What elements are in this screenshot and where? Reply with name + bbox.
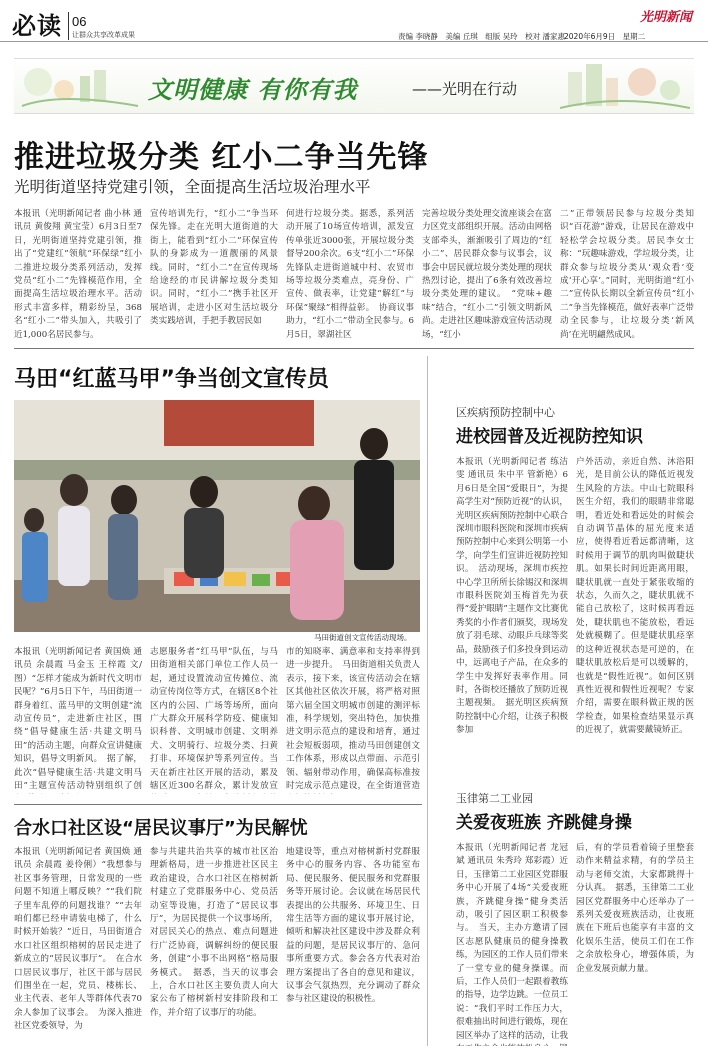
section-divider [14,348,694,349]
article-garbage-col-5: 二”正带领居民参与垃圾分类知识“百花游”游戏，让居民在游戏中轻松学会垃圾分类。居民李女士称：“玩趣味游戏，学垃圾分类，让群众参与垃圾分类从‘观众看’变成‘开心享’。”同时，光明街道“红小二”宣传队长期以全新宣传员“红小二”争当先锋模范，做好表率广泛带动全民参与，让垃圾分类‘新风尚’在光明翩然成风。 [560,209,694,340]
headline-myopia: 进校园普及近视防控知识 [456,427,643,447]
article-council-col-1: 本报讯（光明新闻记者 黄国焕 通讯员 余晨霞 姜伶俐）“我想参与社区事务管理，日常发现的一些问题不知道上哪反映？”“我们院子里车乱停的问题找谁？”“去年咱们都已经申请装电梯了，什么时候开始装？”近日，马田街道合水口社区组织榕树的居民走进了新成立的“居民议事厅”。 在合水口居民议事厅，社区干部与居民们围坐在一起，党员、楼栋长、业主代表、老年人等群体代表70余人参加了议事会。 为深入推进社区党委领导，为 [14,847,142,1032]
article-myopia-col-2: 户外活动，亲近自然、沐浴阳光，是目前公认的降低近视发生风险的方法。中山七院眼科医生介绍，我们的眼睛非常聪明，看近处和看远处的时候会自动调节晶体的屈光度来适应，使得看近看远都清晰，这时候用于调节的肌肉叫做睫状肌。如果长时间近距离用眼，睫状肌就一直处于紧张收缩的状态，久而久之，睫状肌就不能自己放松了，这时候再看远处，睫状肌也不能放松，看远处就模糊了。但是睫状肌痉挛的这种近视状态是可逆的，在睫状肌放松后是可以缓解的，也就是“假性近视”。如何区别真性近视和假性近视呢？专家介绍，需要在眼科做正规的医学检查，如果检查结果显示真的近视了，就需要戴镜矫正。 [576,457,694,736]
article-fitness-col-1: 本报讯（光明新闻记者 龙冠斌 通讯员 朱秀玲 郑彩霞）近日，玉律第二工业园区党群服务中心开展了4场“关爱夜班族，齐跳健身操”健身类活动，吸引了园区职工积极参与。 当天，主办方邀请了园区志愿队健康员的健身操教练，为园区的工作人员们带来了一堂专业的健身操课。而后，工作人员们一起跟着教练的指导，边学边跳。一位员工说：“我们平时工作压力大，很难抽出时间进行锻炼，现在园区举办了这样的活动，让我 [456,843,568,1041]
banner-decoration-left [20,62,140,110]
article-vest-col-2: 志愿服务者“红马甲”队伍，与马田街道相关部门单位工作人员一起，通过设置流动宣传摊位、流动宣传岗位等方式，在辖区8个社区内的公园、广场等场所，面向广大群众开展科学防疫、健康知识科普、文明城市创建、文明养犬、文明骑行、垃圾分类、扫黄打非、环境保护等系列宣传。当天在新庄社区开展的活动，累及辖区近300名群众，累计发放宣 [150,647,278,792]
column-divider [427,356,428,1046]
issue-date: 2020年6月9日 星期二 [564,32,646,41]
headline-garbage-sorting: 推进垃圾分类 红小二争当先锋 [14,140,429,175]
section-label: 必读 [12,12,62,40]
article-vest-col-3: 市的知晓率、满意率和支持率得到进一步提升。 马田街道相关负责人表示，接下来，该宣传活动会在辖区其他社区依次开展，将严格对照第六届全国文明城市创建的测评标准，科学规划，突出特色，加快推进文明示范点的建设和培育，通过社会短板弱项，推动马田创建创文工作体系，形成以点带面、示范引领、辐射带动作用，确保高标准按时完成示范点建设，在全街道营造 [286,647,420,792]
section-divider-lower [14,804,422,805]
fitness-kicker: 玉律第二工业园 [456,792,533,805]
photo-caption: 马田街道创文宣传活动现场。 [314,633,412,642]
headline-residents-council: 合水口社区设“居民议事厅”为民解忧 [14,818,308,839]
article-garbage-col-2: 宣传培训先行，“红小二”争当环保先锋。走在光明大道街道的大街上，能看到“红小二”环保宣传队的身影成为一道靓丽的风景线。同时，“红小二”在宣传现场给途经的市民讲解垃圾分类知识。同时，“红小二”携手社区开展培训，走进小区对生活垃圾分类实践培训，手把手教居民如 [150,209,278,327]
banner-decoration-right [560,60,690,110]
article-myopia-col-1: 本报讯（光明新闻记者 练洁雯 通讯员 朱中平 管新艳）6月6日是全国“爱眼日”，为提高学生对“预防近视”的认识，光明区疾病预防控制中心联合深圳市眼科医院和深圳市疾病预防控制中心来到公明第一小学，向学生们宣讲近视防控知识。 活动现场，深圳市疾控中心学卫所所长徐锡汉和深圳市眼科医院刘玉梅首先为获得“爱护眼睛”主题作文比赛优秀奖的小作者们颁奖，现场发放了羽毛球、动眼乒乓球等奖品，鼓励孩子们多投身到运动中，远离电子产品，在众多的学生中发挥好表率作用。同时，各街校还播放了预防近视主题视频。 据光明区疾病预防控制中心介绍，让孩子积极参加 [456,457,568,736]
headline-red-blue-vest: 马田“红蓝马甲”争当创文宣传员 [14,367,329,392]
newspaper-logo: 光明新闻 [640,10,693,25]
article-council-col-3: 地建设等，重点对榕树新村党群服务中心的服务内容、各功能室布局、便民服务、便民服务和党群服务等开展讨论。会议就在场居民代表提出的公共服务、环境卫生、日常生活等方面的建议事开展讨论，倾听和解决社区建设中涉及群众利益的问题，是居民议事厅的、急问事所重要方式。参会各方代表对治理方案提出了各自的意见和建议，议事会气氛热烈，充分调动了群众参与社区建设的积极性。 [286,847,420,1005]
event-photo [14,400,420,632]
article-vest-col-1: 本报讯（光明新闻记者 黄国焕 通讯员 余晨霞 马金玉 王梓霞 文/图）“怎样才能成为新时代文明市民呢？”6月5日下午，马田街道一群身着红、蓝马甲的文明创建“流动宣传员”，走进新庄社区，围绕“倡导健康生活·共建文明马田”的活动主题，向群众宣讲健康知识，倡导文明新风。 据了解，此次“倡导健康生活·共建文明马田”主题宣传活动特别组织了创 [14,647,142,792]
headline-night-shift-fitness: 关爱夜班族 齐跳健身操 [456,813,632,833]
article-council-col-2: 参与共建共治共享的城市社区治理新格局，进一步推进社区民主政治建设，合水口社区在榕树新村建立了党群服务中心、党员活动室等设施，打造了“居民议事厅”，为居民提供一个议事场所，对居民关心的热点、难点问题进行广泛协商，调解纠纷的便民服务，创建“小事不出网格”格局服务模式。 据悉，当天的议事会上，合水口社区主要负责人向大家公布了榕树新村安排阶段和工作，并介绍了议事厅的功能。 [150,847,278,1018]
article-garbage-col-3: 何进行垃圾分类。据悉，系列活动开展了10场宣传培训，派发宣传单张近3000张，开展垃圾分类督导200余次。6支“红小二”环保先锋队走进街道城中村、农贸市场等垃圾分类难点，亮身份、广宣传、做表率，让党建“解红”与环保“聚绿”相得益彰。 协商议事助力，“红小二”带动全民参与。6月5日，翠湖社区 [286,209,414,340]
banner-title: 文明健康 有你有我 [148,76,358,104]
myopia-kicker: 区疾病预防控制中心 [456,406,555,419]
page-number: 06 [72,14,87,29]
page-tagline: 让群众共享改革成果 [72,31,135,39]
editor-credits: 责编 李晓静 美编 丘琪 组版 吴玲 校对 潘家惠 [398,32,566,41]
article-garbage-col-1: 本报讯（光明新闻记者 曲小林 通讯员 黄俊翔 黄宝莹）6月3日至7日，光明街道坚持党建引领，推出了“党建红”领航“环保绿”红小二推进垃圾分类系列活动，发挥党员“红小二”先锋模范作用，全面提高生活垃圾治理水平。活动形式丰富多样，精彩纷呈，368名“红小二”带头加入，共吸引了近1,000名居民参与。 [14,209,142,340]
article-fitness-col-2: 后，有的学员看着镜子里整套动作来精益求精，有的学员主动与老师交流，大家都跳得十分认真。 据悉，玉律第二工业园区党群服务中心还举办了一系列关爱夜班族活动，让夜班族在下班后也能享有丰富的文化娱乐生活，使员工们在工作之余放松身心，增强体质，为企业发展贡献力量。 [576,843,694,974]
headline-garbage-sorting-subtitle: 光明街道坚持党建引领，全面提高生活垃圾治理水平 [14,178,371,196]
article-garbage-col-4: 完善垃圾分类处理交流座谈会在富力区党支部组织开展。活动由网格支部牵头，渐渐吸引了周边的“红小二”、居民群众参与议事会，议事会中居民就垃圾分类处理的现状热烈讨论，提出了6条有效改善垃圾分类处理的建议。 “党味+趣味”结合，“红小二”引领文明新风尚。走进社区趣味游戏宣传活动现场，“红小 [422,209,552,340]
banner-subtitle: ——光明在行动 [412,80,518,98]
header-divider [68,12,69,40]
